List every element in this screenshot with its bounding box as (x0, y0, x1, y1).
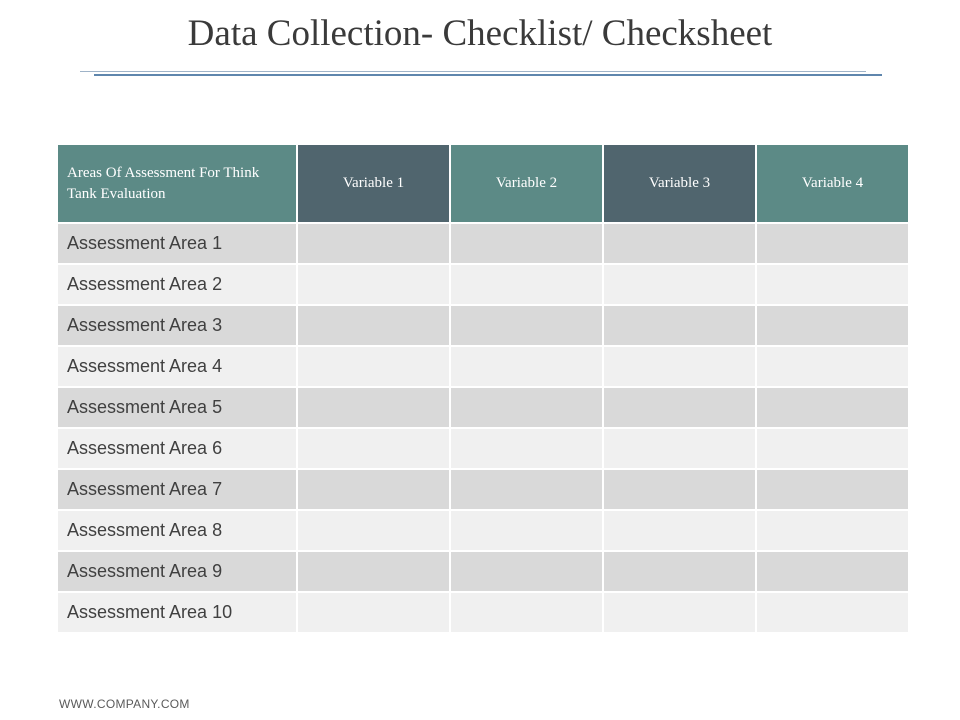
table-row (58, 304, 908, 345)
table-cell (298, 468, 451, 509)
table-cell (451, 591, 604, 632)
table-cell (604, 345, 757, 386)
table-row (58, 263, 908, 304)
table-cell (451, 468, 604, 509)
table-cell (298, 509, 451, 550)
table-cell (298, 222, 451, 263)
table-cell (451, 345, 604, 386)
row-label: Assessment Area 7 (58, 468, 298, 509)
table-cell (451, 386, 604, 427)
table-cell (451, 222, 604, 263)
column-header-areas: Areas Of Assessment For Think Tank Evaluation (58, 145, 298, 222)
title-divider-thin (80, 71, 866, 72)
row-label: Assessment Area 8 (58, 509, 298, 550)
table-header-row (58, 145, 908, 222)
table-cell (451, 304, 604, 345)
table-cell (451, 509, 604, 550)
table-cell (604, 222, 757, 263)
table-cell (604, 550, 757, 591)
column-header-variable-2: Variable 2 (451, 145, 604, 222)
table-cell (757, 304, 908, 345)
row-label: Assessment Area 6 (58, 427, 298, 468)
table-row (58, 222, 908, 263)
table-cell (604, 468, 757, 509)
column-header-variable-4: Variable 4 (757, 145, 908, 222)
table-cell (757, 509, 908, 550)
table-cell (757, 222, 908, 263)
table-cell (298, 550, 451, 591)
table-cell (757, 591, 908, 632)
table-row (58, 509, 908, 550)
table-cell (298, 263, 451, 304)
table-cell (298, 304, 451, 345)
table-cell (604, 509, 757, 550)
table-cell (604, 591, 757, 632)
table-cell (298, 427, 451, 468)
table-row (58, 591, 908, 632)
row-label: Assessment Area 3 (58, 304, 298, 345)
table-cell (298, 386, 451, 427)
table-row (58, 550, 908, 591)
table-cell (757, 468, 908, 509)
table-cell (757, 345, 908, 386)
row-label: Assessment Area 4 (58, 345, 298, 386)
row-label: Assessment Area 5 (58, 386, 298, 427)
table-cell (604, 427, 757, 468)
table-row (58, 345, 908, 386)
table-row (58, 468, 908, 509)
checksheet-table (58, 145, 908, 632)
table-cell (604, 263, 757, 304)
table-cell (757, 550, 908, 591)
table-cell (757, 386, 908, 427)
table-cell (604, 304, 757, 345)
table-cell (298, 591, 451, 632)
column-header-variable-1: Variable 1 (298, 145, 451, 222)
table-row (58, 386, 908, 427)
table-cell (757, 427, 908, 468)
table-cell (298, 345, 451, 386)
page-title: Data Collection- Checklist/ Checksheet (187, 13, 773, 54)
row-label: Assessment Area 1 (58, 222, 298, 263)
table-cell (451, 427, 604, 468)
table-cell (451, 550, 604, 591)
column-header-variable-3: Variable 3 (604, 145, 757, 222)
row-label: Assessment Area 2 (58, 263, 298, 304)
title-divider (94, 74, 882, 76)
row-label: Assessment Area 9 (58, 550, 298, 591)
table-cell (757, 263, 908, 304)
table-cell (451, 263, 604, 304)
table-cell (604, 386, 757, 427)
footer-url: WWW.COMPANY.COM (59, 697, 190, 711)
row-label: Assessment Area 10 (58, 591, 298, 632)
table-row (58, 427, 908, 468)
